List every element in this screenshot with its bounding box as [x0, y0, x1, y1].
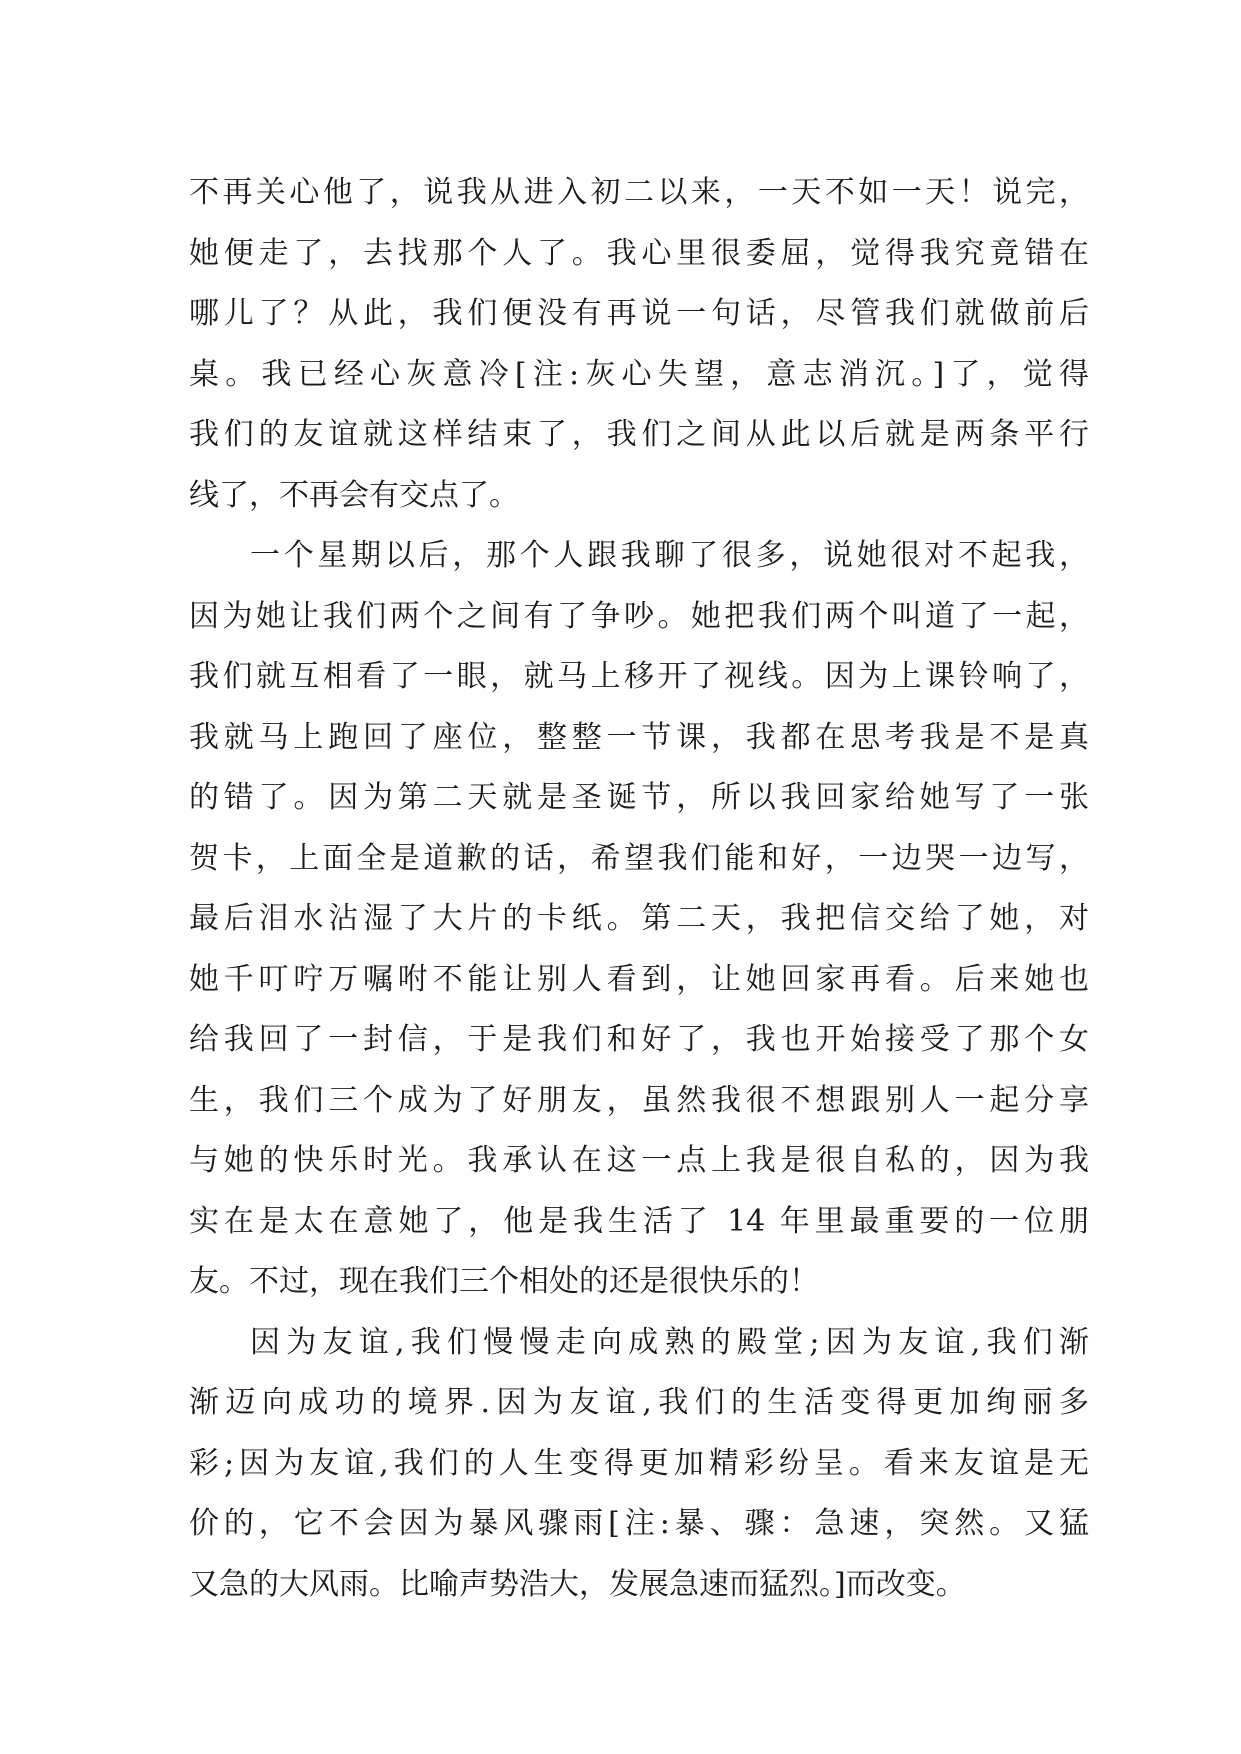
text-line: 彩;因为友谊,我们的人生变得更加精彩纷呈。看来友谊是无: [189, 1445, 1089, 1481]
text-line: 哪儿了？从此，我们便没有再说一句话，尽管我们就做前后: [189, 296, 1089, 331]
text-line: 桌。我已经心灰意冷[注:灰心失望，意志消沉。]了，觉得: [189, 356, 1089, 392]
paragraph-3: [189, 1313, 1089, 1616]
text-line: 实在是太在意她了，他是我生活了 14 年里最重要的一位朋: [189, 1203, 1089, 1239]
text-line: 我们就互相看了一眼，就马上移开了视线。因为上课铃响了，: [189, 659, 1089, 694]
text-line: 渐迈向成功的境界.因为友谊,我们的生活变得更加绚丽多: [189, 1385, 1089, 1420]
text-line: 最后泪水沾湿了大片的卡纸。第二天，我把信交给了她，对: [189, 901, 1089, 936]
text-line: 我们的友谊就这样结束了，我们之间从此以后就是两条平行: [189, 417, 1089, 452]
body-text: [189, 163, 1089, 1615]
text-line: 与她的快乐时光。我承认在这一点上我是很自私的，因为我: [189, 1143, 1089, 1178]
text-line: 线了，不再会有交点了。: [189, 477, 519, 513]
text-line: 因为她让我们两个之间有了争吵。她把我们两个叫道了一起，: [189, 598, 1089, 634]
text-line: 一个星期以后，那个人跟我聊了很多，说她很对不起我，: [250, 538, 1089, 573]
paragraph-1: [189, 163, 1089, 526]
text-line: 的错了。因为第二天就是圣诞节，所以我回家给她写了一张: [189, 780, 1089, 815]
text-line: 她便走了，去找那个人了。我心里很委屈，觉得我究竟错在: [189, 235, 1089, 271]
text-line: 我就马上跑回了座位，整整一节课，我都在思考我是不是真: [189, 719, 1089, 755]
text-line: 她千叮咛万嘱咐不能让别人看到，让她回家再看。后来她也: [189, 961, 1089, 997]
text-line: 生，我们三个成为了好朋友，虽然我很不想跟别人一起分享: [189, 1082, 1089, 1118]
text-line: 又急的大风雨。比喻声势浩大，发展急速而猛烈。]而改变。: [189, 1566, 966, 1602]
text-line: 友。不过，现在我们三个相处的还是很快乐的！: [189, 1264, 819, 1299]
paragraph-2: [189, 526, 1089, 1313]
text-line: 因为友谊,我们慢慢走向成熟的殿堂;因为友谊,我们渐: [250, 1324, 1089, 1360]
text-line: 价的，它不会因为暴风骤雨[注:暴、骤：急速，突然。又猛: [189, 1506, 1089, 1541]
text-line: 给我回了一封信，于是我们和好了，我也开始接受了那个女: [189, 1022, 1089, 1057]
text-line: 贺卡，上面全是道歉的话，希望我们能和好，一边哭一边写，: [189, 840, 1089, 876]
text-line: 不再关心他了，说我从进入初二以来，一天不如一天！说完，: [189, 175, 1089, 210]
